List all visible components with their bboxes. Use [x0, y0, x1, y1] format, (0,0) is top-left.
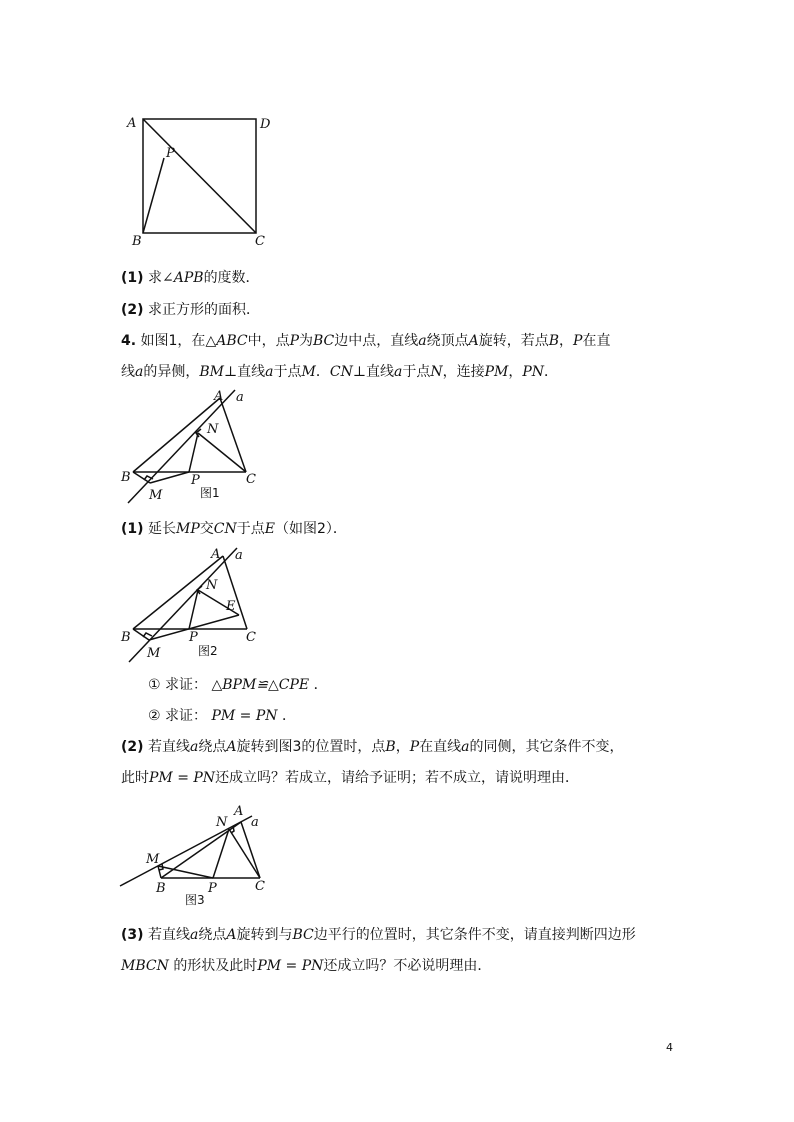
figure-square [120, 108, 290, 253]
fig2-label-N: N [206, 578, 218, 593]
fig2-label-P: P [189, 630, 198, 645]
fig1-label-C: C [246, 472, 256, 487]
fig3-caption: 图3 [185, 893, 205, 907]
q4-part3-line2: MBCN 的形状及此时PM = PN还成立吗？不必说明理由． [121, 958, 492, 974]
label-A: A [127, 116, 137, 131]
q4-part1-ii: ② 求证： PM = PN ． [148, 708, 296, 724]
fig3-label-a: a [251, 815, 259, 830]
fig2-label-C: C [246, 630, 256, 645]
fig3-label-N: N [216, 815, 228, 830]
q4-part1-i: ① 求证： △BPM≌△CPE ． [148, 677, 328, 693]
fig1-caption: 图1 [200, 486, 220, 500]
fig1-label-a: a [236, 390, 244, 405]
label-P: P [166, 146, 175, 161]
fig1-label-P: P [191, 473, 200, 488]
q4-stem-line2: 线a的异侧，BM⊥直线a于点M．CN⊥直线a于点N，连接PM，PN． [121, 364, 559, 380]
figure-2 [115, 543, 275, 663]
fig3-label-C: C [255, 879, 265, 894]
q4-part2-line1: (2) 若直线a绕点A旋转到图3的位置时，点B，P在直线a的同侧，其它条件不变， [121, 739, 624, 755]
q4-stem-line1: 4. 如图1，在△ABC中，点P为BC边中点，直线a绕顶点A旋转，若点B，P在直 [121, 333, 611, 349]
fig1-label-A: A [214, 389, 224, 404]
fig2-label-E: E [226, 599, 236, 614]
q4-part1: (1) 延长MP交CN于点E（如图2）． [121, 521, 347, 537]
fig2-label-M: M [147, 646, 161, 661]
label-B: B [132, 234, 142, 249]
fig2-label-a: a [235, 548, 243, 563]
q3-part2: (2) 求正方形的面积． [121, 302, 260, 318]
fig1-label-N: N [207, 422, 219, 437]
fig2-label-A: A [211, 547, 221, 562]
label-C: C [255, 234, 265, 249]
label-D: D [260, 117, 271, 132]
q3-part1: (1) 求∠APB的度数． [121, 270, 260, 286]
figure-1 [115, 385, 275, 505]
fig2-label-B: B [121, 630, 131, 645]
q4-part3-line1: (3) 若直线a绕点A旋转到与BC边平行的位置时，其它条件不变，请直接判断四边形 [121, 927, 636, 943]
fig3-label-P: P [208, 881, 217, 896]
fig1-label-B: B [121, 470, 131, 485]
page-number: 4 [666, 1041, 673, 1054]
q4-part2-line2: 此时PM = PN还成立吗？若成立，请给予证明；若不成立，请说明理由． [121, 770, 580, 786]
fig1-label-M: M [149, 488, 163, 503]
fig3-label-M: M [146, 852, 160, 867]
figure-3 [115, 800, 275, 912]
fig3-label-B: B [156, 881, 166, 896]
fig2-caption: 图2 [198, 644, 218, 658]
fig3-label-A: A [234, 804, 244, 819]
